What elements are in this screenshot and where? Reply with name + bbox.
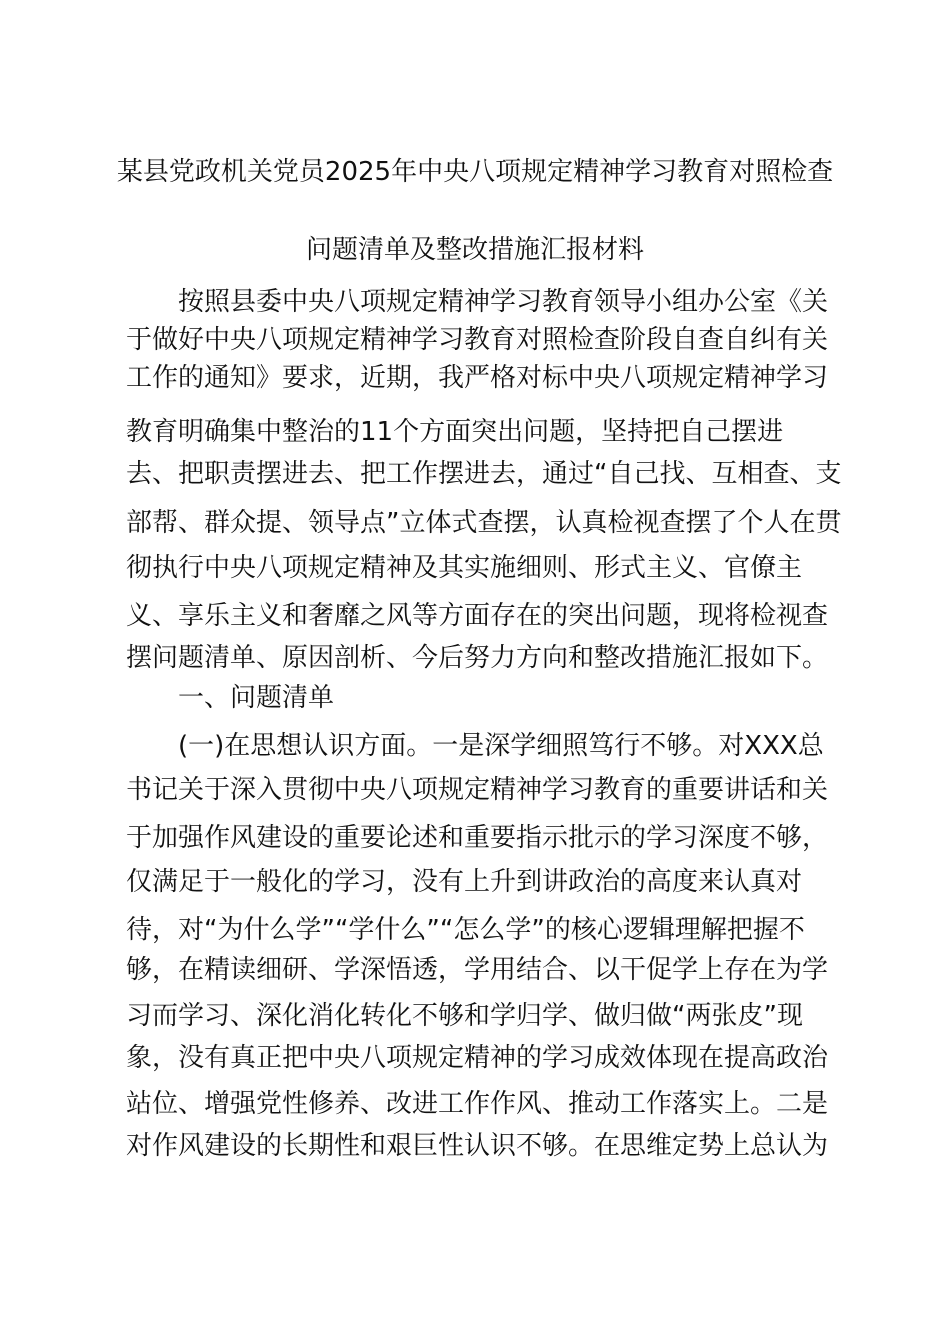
paragraph-line: 象，没有真正把中央八项规定精神的学习成效体现在提高政治 — [126, 1043, 829, 1073]
document-title-line-1: 某县党政机关党员2025年中央八项规定精神学习教育对照检查 — [116, 157, 834, 187]
section-heading: 一、问题清单 — [178, 683, 335, 713]
paragraph-line: 教育明确集中整治的11个方面突出问题，坚持把自己摆进 — [126, 417, 784, 447]
paragraph-line: 于加强作风建设的重要论述和重要指示批示的学习深度不够， — [126, 823, 829, 853]
paragraph-line: 待，对“为什么学”“学什么”“怎么学”的核心逻辑理解把握不 — [126, 915, 805, 945]
paragraph-line: 够，在精读细研、学深悟透，学用结合、以干促学上存在为学 — [126, 955, 829, 985]
paragraph-line: 习而学习、深化消化转化不够和学归学、做归做“两张皮”现 — [126, 1001, 803, 1031]
paragraph-line: 彻执行中央八项规定精神及其实施细则、形式主义、官僚主 — [126, 553, 803, 583]
paragraph-line: 工作的通知》要求，近期，我严格对标中央八项规定精神学习 — [126, 363, 829, 393]
paragraph-line: 部帮、群众提、领导点”立体式查摆，认真检视查摆了个人在贯 — [126, 508, 842, 538]
paragraph-line: 于做好中央八项规定精神学习教育对照检查阶段自查自纠有关 — [126, 325, 829, 355]
paragraph-line: 按照县委中央八项规定精神学习教育领导小组办公室《关 — [178, 287, 829, 317]
paragraph-line: 摆问题清单、原因剖析、今后努力方向和整改措施汇报如下。 — [126, 643, 829, 673]
paragraph-line: (一)在思想认识方面。一是深学细照笃行不够。对XXX总 — [178, 731, 824, 761]
paragraph-line: 书记关于深入贯彻中央八项规定精神学习教育的重要讲话和关 — [126, 775, 829, 805]
paragraph-line: 义、享乐主义和奢靡之风等方面存在的突出问题，现将检视查 — [126, 601, 829, 631]
paragraph-line: 仅满足于一般化的学习，没有上升到讲政治的高度来认真对 — [126, 867, 803, 897]
paragraph-line: 对作风建设的长期性和艰巨性认识不够。在思维定势上总认为 — [126, 1131, 829, 1161]
document-title-line-2: 问题清单及整改措施汇报材料 — [305, 235, 644, 265]
paragraph-line: 站位、增强党性修养、改进工作作风、推动工作落实上。二是 — [126, 1089, 829, 1119]
paragraph-line: 去、把职责摆进去、把工作摆进去，通过“自己找、互相查、支 — [126, 459, 842, 489]
